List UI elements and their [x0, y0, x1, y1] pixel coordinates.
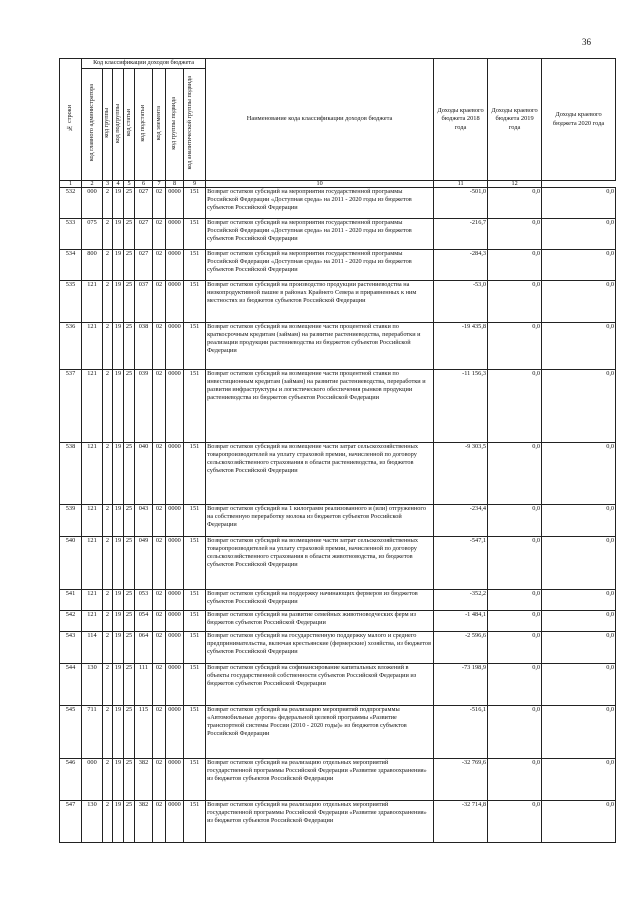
income-name: Возврат остатков субсидий на поддержку начинающих фермеров из бюджетов субъектов Российской Федерации	[206, 590, 434, 611]
income-2018-value: -1 484,1	[434, 611, 488, 632]
income-2019-value: 0,0	[488, 537, 542, 590]
table-row	[60, 219, 616, 250]
income-2020-value: 0,0	[542, 801, 616, 843]
table-row	[60, 443, 616, 505]
code-subgroup: 19	[113, 250, 124, 281]
table-row	[60, 250, 616, 281]
code-group: 2	[103, 611, 113, 632]
income-2018-value: -32 714,8	[434, 801, 488, 843]
column-number: 8	[166, 181, 184, 188]
row-number: 547	[60, 801, 82, 843]
code-element: 02	[153, 370, 166, 443]
code-group: 2	[103, 537, 113, 590]
income-2020-value: 0,0	[542, 370, 616, 443]
table-row	[60, 188, 616, 219]
row-no-header: № строки	[60, 59, 82, 181]
code-subgroup: 19	[113, 590, 124, 611]
income-name: Возврат остатков субсидий на возмещение части затрат сельскохозяйственных товаропроизводителей на уплату страховой премии, начисленной по договору сельскохозяйственного страхования в области животноводства, из бюджетов субъектов Российской Федерации	[206, 537, 434, 590]
income-name: Возврат остатков субсидий на возмещение части затрат сельскохозяйственных товаропроизводителей на уплату страховой премии, начисленной по договору сельскохозяйственного страхования в области растениеводства, из бюджетов субъектов Российской Федерации	[206, 443, 434, 505]
income-2020-value: 0,0	[542, 188, 616, 219]
income-2020-value: 0,0	[542, 664, 616, 706]
income-2019-value: 0,0	[488, 706, 542, 759]
code-group: 2	[103, 188, 113, 219]
income-2019-header: Доходы краевого бюджета 2019 года	[488, 59, 542, 181]
code-subgroup: 19	[113, 505, 124, 537]
column-number: 10	[206, 181, 434, 188]
code-group: 2	[103, 505, 113, 537]
code-subgroup: 19	[113, 443, 124, 505]
code-subarticle: 039	[135, 370, 153, 443]
code-analytic-group: 151	[184, 632, 206, 664]
code-admin: 121	[82, 323, 103, 370]
code-article: 25	[124, 505, 135, 537]
code-analytic-group: 151	[184, 664, 206, 706]
budget-income-table	[59, 58, 616, 843]
code-admin: 121	[82, 505, 103, 537]
row-number: 545	[60, 706, 82, 759]
header-row-top	[60, 59, 616, 69]
code-element: 02	[153, 219, 166, 250]
code-group: 2	[103, 370, 113, 443]
code-group: 2	[103, 590, 113, 611]
code-subtype-group: 0000	[166, 505, 184, 537]
column-number: 9	[184, 181, 206, 188]
code-article: 25	[124, 188, 135, 219]
code-analytic-group: 151	[184, 370, 206, 443]
table-row	[60, 632, 616, 664]
table-row	[60, 611, 616, 632]
code-group: 2	[103, 219, 113, 250]
income-2020-value: 0,0	[542, 250, 616, 281]
row-number: 540	[60, 537, 82, 590]
code-subtype-group: 0000	[166, 250, 184, 281]
row-number: 546	[60, 759, 82, 801]
code-admin: 121	[82, 611, 103, 632]
table-row	[60, 505, 616, 537]
code-subtype-group: 0000	[166, 537, 184, 590]
code-subtype-group: 0000	[166, 759, 184, 801]
code-subtype-group: 0000	[166, 443, 184, 505]
row-number: 541	[60, 590, 82, 611]
income-2019-value: 0,0	[488, 188, 542, 219]
code-analytic-group: 151	[184, 250, 206, 281]
code-subgroup: 19	[113, 706, 124, 759]
code-subgroup: 19	[113, 219, 124, 250]
income-2019-value: 0,0	[488, 632, 542, 664]
code-subtype-group: 0000	[166, 590, 184, 611]
income-2020-value: 0,0	[542, 281, 616, 323]
code-subgroup: 19	[113, 759, 124, 801]
code-article: 25	[124, 370, 135, 443]
column-number: 4	[113, 181, 124, 188]
code-subtype-group: 0000	[166, 632, 184, 664]
code-column-header: код статьи	[124, 69, 135, 181]
code-subarticle: 027	[135, 250, 153, 281]
code-analytic-group: 151	[184, 443, 206, 505]
name-column-header: Наименование кода классификации доходов бюджета	[206, 59, 434, 181]
code-admin: 130	[82, 664, 103, 706]
table-row	[60, 759, 616, 801]
income-2018-value: -32 769,6	[434, 759, 488, 801]
code-group: 2	[103, 664, 113, 706]
income-name: Возврат остатков субсидий на мероприятия государственной программы Российской Федерации «Доступная среда» на 2011 - 2020 годы из бюджетов субъектов Российской Федерации	[206, 250, 434, 281]
code-article: 25	[124, 632, 135, 664]
row-number: 534	[60, 250, 82, 281]
table-row	[60, 537, 616, 590]
code-article: 25	[124, 537, 135, 590]
code-admin: 114	[82, 632, 103, 664]
income-2019-value: 0,0	[488, 801, 542, 843]
income-name: Возврат остатков субсидий на возмещение части процентной ставки по краткосрочным кредитам (займам) на развитие растениеводства, переработки и реализации продукции растениеводства из бюджетов субъектов Российской Федерации	[206, 323, 434, 370]
code-column-header: код подстатьи	[135, 69, 153, 181]
code-article: 25	[124, 611, 135, 632]
income-2020-value: 0,0	[542, 611, 616, 632]
code-subtype-group: 0000	[166, 611, 184, 632]
income-2019-value: 0,0	[488, 611, 542, 632]
code-column-header: код группы	[103, 69, 113, 181]
income-name: Возврат остатков субсидий на реализацию мероприятий подпрограммы «Автомобильные дороги» федеральной целевой программы «Развитие транспортной системы России (2010 - 2020 годы)» из бюджетов субъектов Российской Федерации	[206, 706, 434, 759]
income-2018-value: -547,1	[434, 537, 488, 590]
code-subarticle: 053	[135, 590, 153, 611]
code-subtype-group: 0000	[166, 664, 184, 706]
row-number: 535	[60, 281, 82, 323]
code-subtype-group: 0000	[166, 370, 184, 443]
income-2018-value: -73 198,9	[434, 664, 488, 706]
row-number: 543	[60, 632, 82, 664]
code-article: 25	[124, 706, 135, 759]
code-admin: 121	[82, 281, 103, 323]
code-subgroup: 19	[113, 537, 124, 590]
code-subarticle: 382	[135, 801, 153, 843]
code-column-header: код подгруппы	[113, 69, 124, 181]
income-name: Возврат остатков субсидий на софинансирование капитальных вложений в объекты государственной собственности субъектов Российской Федерации из бюджетов субъектов Российской Федерации	[206, 664, 434, 706]
code-article: 25	[124, 281, 135, 323]
code-element: 02	[153, 505, 166, 537]
income-2020-value: 0,0	[542, 706, 616, 759]
income-2018-value: -2 596,6	[434, 632, 488, 664]
code-column-header: код аналитической группы подвида	[184, 69, 206, 181]
row-number: 539	[60, 505, 82, 537]
income-2020-value: 0,0	[542, 537, 616, 590]
code-group: 2	[103, 250, 113, 281]
table-row	[60, 706, 616, 759]
income-name: Возврат остатков субсидий на реализацию отдельных мероприятий государственной программы Российской Федерации «Развитие здравоохранения» из бюджетов субъектов Российской Федерации	[206, 759, 434, 801]
code-subarticle: 027	[135, 188, 153, 219]
code-column-header: код главного администратора	[82, 69, 103, 181]
income-2019-value: 0,0	[488, 590, 542, 611]
income-2018-value: -216,7	[434, 219, 488, 250]
row-number: 544	[60, 664, 82, 706]
row-number: 537	[60, 370, 82, 443]
code-admin: 000	[82, 759, 103, 801]
income-2018-value: -53,0	[434, 281, 488, 323]
income-name: Возврат остатков субсидий на возмещение части процентной ставки по инвестиционным кредитам (займам) на развитие растениеводства, переработки и развития инфраструктуры и логистического обеспечения рынков продукции растениеводства из бюджетов субъектов Российской Федерации	[206, 370, 434, 443]
code-element: 02	[153, 590, 166, 611]
table-row	[60, 801, 616, 843]
code-subgroup: 19	[113, 323, 124, 370]
code-subtype-group: 0000	[166, 706, 184, 759]
income-2019-value: 0,0	[488, 759, 542, 801]
code-analytic-group: 151	[184, 590, 206, 611]
income-2019-value: 0,0	[488, 370, 542, 443]
code-analytic-group: 151	[184, 759, 206, 801]
income-name: Возврат остатков субсидий на мероприятия государственной программы Российской Федерации «Доступная среда» на 2011 - 2020 годы из бюджетов субъектов Российской Федерации	[206, 219, 434, 250]
code-subgroup: 19	[113, 281, 124, 323]
column-number: 2	[82, 181, 103, 188]
table-row	[60, 664, 616, 706]
column-number: 11	[434, 181, 488, 188]
income-2018-header: Доходы краевого бюджета 2018 года	[434, 59, 488, 181]
code-analytic-group: 151	[184, 281, 206, 323]
code-element: 02	[153, 706, 166, 759]
code-article: 25	[124, 664, 135, 706]
code-article: 25	[124, 323, 135, 370]
income-2020-value: 0,0	[542, 443, 616, 505]
code-group: 2	[103, 281, 113, 323]
code-element: 02	[153, 801, 166, 843]
table-row	[60, 323, 616, 370]
column-number: 5	[124, 181, 135, 188]
code-subtype-group: 0000	[166, 801, 184, 843]
code-subarticle: 037	[135, 281, 153, 323]
income-2020-value: 0,0	[542, 632, 616, 664]
code-subarticle: 040	[135, 443, 153, 505]
code-subarticle: 111	[135, 664, 153, 706]
income-2019-value: 0,0	[488, 250, 542, 281]
code-element: 02	[153, 759, 166, 801]
code-element: 02	[153, 250, 166, 281]
income-2018-value: -352,2	[434, 590, 488, 611]
code-article: 25	[124, 801, 135, 843]
income-2020-value: 0,0	[542, 505, 616, 537]
column-number: 6	[135, 181, 153, 188]
income-2019-value: 0,0	[488, 505, 542, 537]
income-name: Возврат остатков субсидий на 1 килограмм реализованного и (или) отгруженного на собственную переработку молока из бюджетов субъектов Российской Федерации	[206, 505, 434, 537]
code-element: 02	[153, 323, 166, 370]
row-number: 532	[60, 188, 82, 219]
code-subgroup: 19	[113, 632, 124, 664]
code-element: 02	[153, 664, 166, 706]
code-analytic-group: 151	[184, 188, 206, 219]
code-subarticle: 115	[135, 706, 153, 759]
income-2018-value: -234,4	[434, 505, 488, 537]
table-row	[60, 370, 616, 443]
income-name: Возврат остатков субсидий на государственную поддержку малого и среднего предпринимательства, включая крестьянские (фермерские) хозяйства, из бюджетов субъектов Российской Федерации	[206, 632, 434, 664]
column-number: 12	[488, 181, 542, 188]
code-subgroup: 19	[113, 801, 124, 843]
row-number: 542	[60, 611, 82, 632]
code-admin: 130	[82, 801, 103, 843]
classification-group-header: Код классификации доходов бюджета	[82, 59, 206, 69]
code-analytic-group: 151	[184, 505, 206, 537]
income-2019-value: 0,0	[488, 323, 542, 370]
income-2020-value: 0,0	[542, 590, 616, 611]
code-admin: 121	[82, 590, 103, 611]
code-element: 02	[153, 537, 166, 590]
code-element: 02	[153, 443, 166, 505]
table-row	[60, 590, 616, 611]
page-number: 36	[582, 37, 591, 47]
income-2019-value: 0,0	[488, 219, 542, 250]
code-element: 02	[153, 632, 166, 664]
income-2020-value: 0,0	[542, 759, 616, 801]
code-column-header: код группы подвида	[166, 69, 184, 181]
code-subarticle: 027	[135, 219, 153, 250]
income-2018-value: -9 303,5	[434, 443, 488, 505]
income-2018-value: -11 156,3	[434, 370, 488, 443]
code-analytic-group: 151	[184, 801, 206, 843]
table-row	[60, 281, 616, 323]
code-subgroup: 19	[113, 188, 124, 219]
code-group: 2	[103, 801, 113, 843]
income-2020-value: 0,0	[542, 323, 616, 370]
income-name: Возврат остатков субсидий на развитие семейных животноводческих ферм из бюджетов субъектов Российской Федерации	[206, 611, 434, 632]
income-2018-value: -284,3	[434, 250, 488, 281]
code-analytic-group: 151	[184, 537, 206, 590]
code-group: 2	[103, 759, 113, 801]
code-subarticle: 064	[135, 632, 153, 664]
table-body	[60, 188, 616, 843]
income-2018-value: -19 435,8	[434, 323, 488, 370]
code-element: 02	[153, 281, 166, 323]
code-admin: 711	[82, 706, 103, 759]
code-element: 02	[153, 611, 166, 632]
column-number: 7	[153, 181, 166, 188]
code-article: 25	[124, 250, 135, 281]
code-subtype-group: 0000	[166, 323, 184, 370]
code-subgroup: 19	[113, 664, 124, 706]
code-admin: 800	[82, 250, 103, 281]
code-admin: 000	[82, 188, 103, 219]
code-group: 2	[103, 323, 113, 370]
code-column-header: код элемента	[153, 69, 166, 181]
code-group: 2	[103, 706, 113, 759]
code-analytic-group: 151	[184, 323, 206, 370]
column-number-row	[60, 181, 616, 188]
code-subarticle: 054	[135, 611, 153, 632]
code-subarticle: 038	[135, 323, 153, 370]
code-article: 25	[124, 590, 135, 611]
code-article: 25	[124, 759, 135, 801]
code-subgroup: 19	[113, 370, 124, 443]
row-number: 533	[60, 219, 82, 250]
code-analytic-group: 151	[184, 706, 206, 759]
code-admin: 121	[82, 443, 103, 505]
code-analytic-group: 151	[184, 219, 206, 250]
code-admin: 075	[82, 219, 103, 250]
income-name: Возврат остатков субсидий на производство продукции растениеводства на низкопродуктивной пашне в районах Крайнего Севера и приравненных к ним местностях из бюджетов субъектов Российской Федерации	[206, 281, 434, 323]
code-group: 2	[103, 443, 113, 505]
income-2018-value: -501,0	[434, 188, 488, 219]
code-subtype-group: 0000	[166, 219, 184, 250]
code-subarticle: 382	[135, 759, 153, 801]
code-subgroup: 19	[113, 611, 124, 632]
code-subtype-group: 0000	[166, 188, 184, 219]
code-article: 25	[124, 219, 135, 250]
row-number: 538	[60, 443, 82, 505]
income-2018-value: -516,1	[434, 706, 488, 759]
code-subarticle: 043	[135, 505, 153, 537]
income-2019-value: 0,0	[488, 443, 542, 505]
code-subtype-group: 0000	[166, 281, 184, 323]
column-number: 3	[103, 181, 113, 188]
income-name: Возврат остатков субсидий на реализацию отдельных мероприятий государственной программы Российской Федерации «Развитие здравоохранения» из бюджетов субъектов Российской Федерации	[206, 801, 434, 843]
income-2020-header: Доходы краевого бюджета 2020 года	[542, 59, 616, 181]
code-element: 02	[153, 188, 166, 219]
income-2020-value: 0,0	[542, 219, 616, 250]
code-analytic-group: 151	[184, 611, 206, 632]
income-2019-value: 0,0	[488, 664, 542, 706]
row-number: 536	[60, 323, 82, 370]
column-number: 1	[60, 181, 82, 188]
code-article: 25	[124, 443, 135, 505]
code-admin: 121	[82, 370, 103, 443]
code-group: 2	[103, 632, 113, 664]
income-name: Возврат остатков субсидий на мероприятия государственной программы Российской Федерации «Доступная среда» на 2011 - 2020 годы из бюджетов субъектов Российской Федерации	[206, 188, 434, 219]
code-admin: 121	[82, 537, 103, 590]
code-subarticle: 049	[135, 537, 153, 590]
income-2019-value: 0,0	[488, 281, 542, 323]
